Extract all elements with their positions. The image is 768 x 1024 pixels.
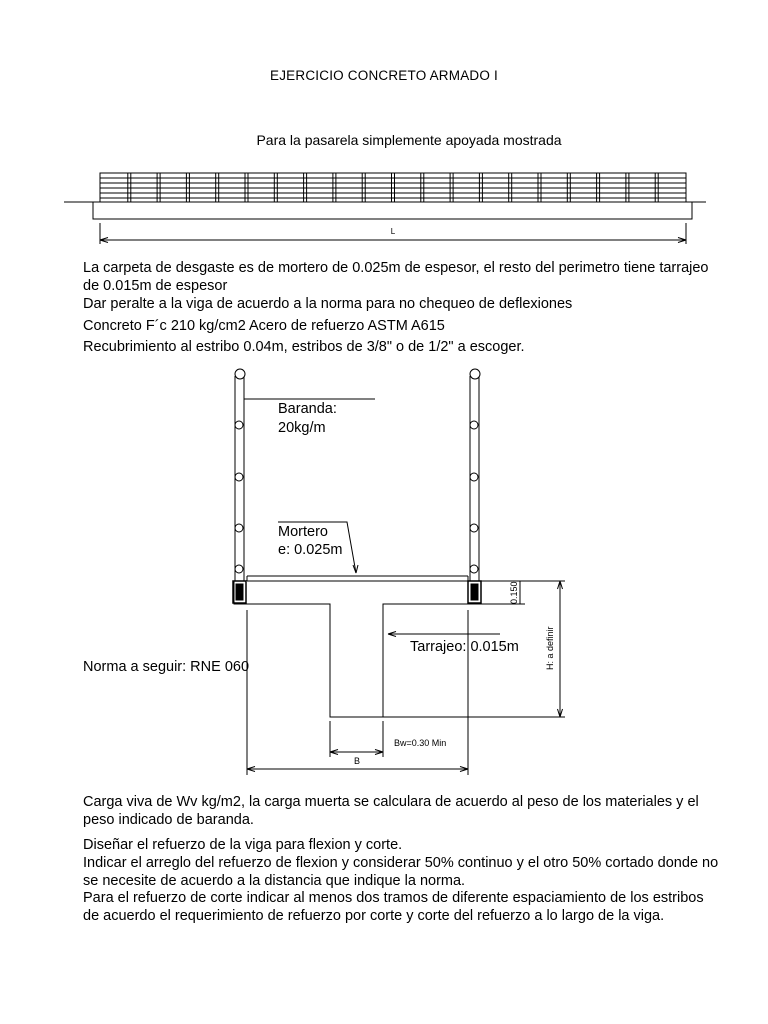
left-post-anchor <box>236 584 243 600</box>
spec-mortero: La carpeta de desgaste es de mortero de 0.025m de espesor, el resto del perimetro tiene tarrajeo de 0.015m de espesor <box>83 260 709 294</box>
mortero-label: Mortero <box>278 524 328 540</box>
flange-dimension-label: 0.150 <box>509 581 519 604</box>
spec-recubrimiento: Recubrimiento al estribo 0.04m, estribos de 3/8" o de 1/2" a escoger. <box>83 339 525 355</box>
web-dimension-label: Bw=0.30 Min <box>394 738 447 748</box>
right-post-anchor <box>471 584 478 600</box>
page-title: EJERCICIO CONCRETO ARMADO I <box>270 68 498 83</box>
page-subtitle: Para la pasarela simplemente apoyada mostrada <box>256 132 562 148</box>
height-dimension-label: H: a definir <box>545 626 555 670</box>
spec-peralte: Dar peralte a la viga de acuerdo a la norma para no chequeo de deflexiones <box>83 296 573 312</box>
mortero-thickness: e: 0.025m <box>278 542 343 558</box>
width-dimension-label: B <box>353 756 361 766</box>
instruction-flexion: Indicar el arreglo del refuerzo de flexion y considerar 50% continuo y el otro 50% cortado donde no se necesite de acuerdo a la distancia que indique la norma. <box>83 855 719 889</box>
baranda-label: Baranda: <box>278 401 337 417</box>
norma-label: Norma a seguir: RNE 060 <box>83 659 250 675</box>
left-post-cap <box>235 369 245 379</box>
spec-materiales: Concreto F´c 210 kg/cm2 Acero de refuerzo ASTM A615 <box>83 318 445 334</box>
right-post-cap <box>470 369 480 379</box>
span-label: L <box>390 227 396 236</box>
loads-paragraph: Carga viva de Wv kg/m2, la carga muerta se calculara de acuerdo al peso de los materiales y el peso indicado de baranda. <box>83 794 699 828</box>
instruction-design: Diseñar el refuerzo de la viga para flexion y corte. <box>83 837 403 853</box>
instruction-shear: Para el refuerzo de corte indicar al menos dos tramos de diferente espaciamiento de los estribos de acuerdo el requerimiento de refuerzo por corte y corte del refuerzo a lo largo de la viga. <box>83 890 704 924</box>
baranda-weight: 20kg/m <box>278 420 326 436</box>
tarrajeo-label: Tarrajeo: 0.015m <box>410 639 519 655</box>
